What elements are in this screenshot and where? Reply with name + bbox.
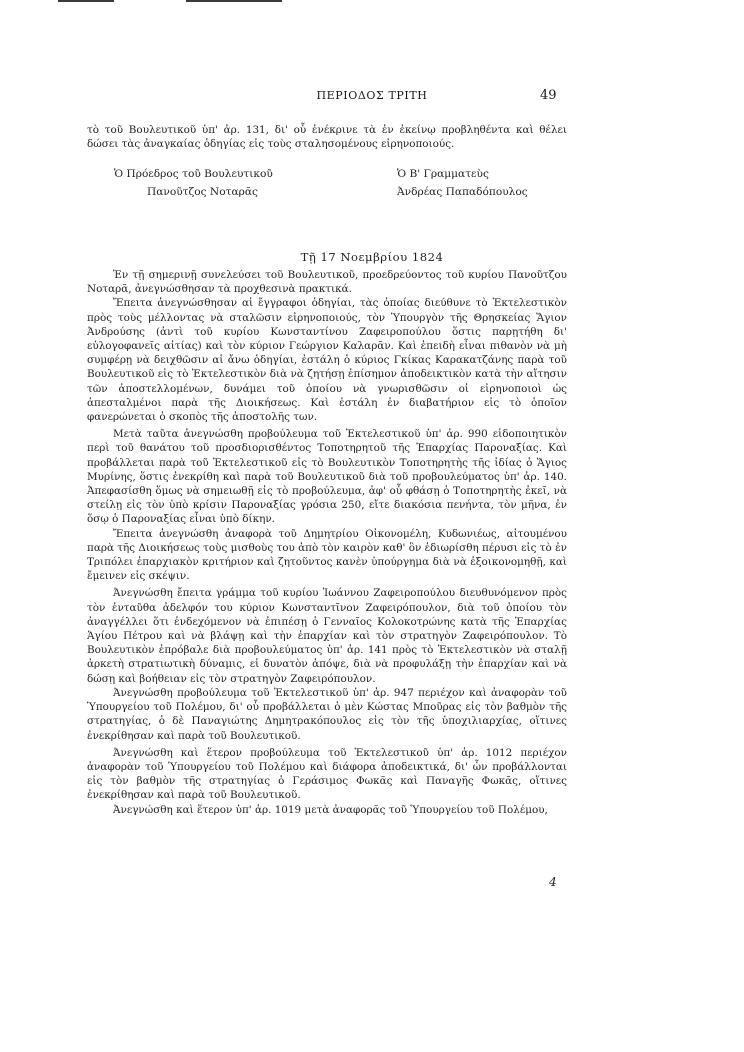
- page-number: 49: [540, 88, 557, 103]
- minutes-body: [87, 268, 567, 817]
- signature-president-name: Πανοῦτζος Νοταρᾶς: [147, 186, 258, 198]
- intro-paragraph: [87, 123, 567, 151]
- signature-secretary-name: Ἀνδρέας Παπαδόπουλος: [397, 186, 528, 198]
- intro-text: τὸ τοῦ Βουλευτικοῦ ὑπ' ἀρ. 131, δι' οὗ ἐνέκρινε τὰ ἐν ἐκείνῳ προβληθέντα καὶ θέλει δώσει τὰς ἀναγκαίας ὁδηγίας εἰς τοὺς σταλησομένους εἰρηνοποιούς.: [87, 124, 567, 151]
- paragraph-instructions: Ἔπειτα ἀνεγνώσθησαν αἱ ἔγγραφοι ὁδηγίαι, τὰς ὁποίας διεύθυνε τὸ Ἐκτελεστικὸν πρὸς τοὺς μέλλοντας νὰ σταλῶσιν εἰρηνοποιούς, τὸν Ὑπουργὸν τῆς Θρησκείας Ἅγιον Ἀνδρούσης (ἀντὶ τοῦ κυρίου Κωνσταντίνου Ζαφειροπούλου ὅστις παρῃτήθη δι' εὐλογοφανεῖς αἰτίας) καὶ τὸν κύριον Γεώργιον Καλαρᾶν. Καὶ ἐπειδὴ εἶναι πιθανὸν νὰ μὴ συμφέρῃ νὰ δειχθῶσιν αἱ ἄνω ὁδηγίαι, ἐστάλη ὁ κύριος Γκίκας Καρακατζάνης παρὰ τοῦ Βουλευτικοῦ εἰς τὸ Ἐκτελεστικὸν διὰ νὰ ζητήσῃ ἐπίσημον ἀποδεικτικὸν κατὰ τὴν αἴτησιν τῶν ἀποστελλομένων, δυνάμει τοῦ ὁποίου νὰ γνωρισθῶσιν οἱ εἰρηνοποιοὶ ὡς ἀπεσταλμένοι παρὰ τῆς Διοικήσεως. Καὶ ἐστάλη ἐν διαβατήριον εἰς τὸ ὁποῖον φανερώνεται ὁ σκοπὸς τῆς ἀποστολῆς των.: [87, 297, 567, 424]
- paragraph-proposal-947: Ἀνεγνώσθη προβούλευμα τοῦ Ἐκτελεστικοῦ ὑπ' ἀρ. 947 περιέχον καὶ ἀναφορὰν τοῦ Ὑπουργείου τοῦ Πολέμου, δι' οὗ προβάλλεται ὁ μὲν Κώστας Μποῦρας εἰς τὸν βαθμὸν τῆς στρατηγίας, ὁ δὲ Παναγιώτης Δημητρακόπουλος εἰς τὸν τῆς ὑποχιλιαρχίας, οἵτινες ἐνεκρίθησαν καὶ παρὰ τοῦ Βουλευτικοῦ.: [87, 686, 567, 742]
- paragraph-proposal-1012: Ἀνεγνώσθη καὶ ἕτερον προβούλευμα τοῦ Ἐκτελεστικοῦ ὑπ' ἀρ. 1012 περιέχον ἀναφορὰν τοῦ Ὑπουργείου τοῦ Πολέμου καὶ διάφορα ἀποδεικτικά, δι' ὧν προβάλλονται εἰς τὸν βαθμὸν τῆς στρατηγίας ὁ Γεράσιμος Φωκᾶς καὶ Παναγῆς Φωκᾶς, οἵτινες ἐνεκρίθησαν καὶ παρὰ τοῦ Βουλευτικοῦ.: [87, 746, 567, 802]
- signature-president-role: Ὁ Πρόεδρος τοῦ Βουλευτικοῦ: [114, 168, 273, 180]
- paragraph-proposal-1019: Ἀνεγνώσθη καὶ ἕτερον ὑπ' ἀρ. 1019 μετὰ ἀναφορᾶς τοῦ Ὑπουργείου τοῦ Πολέμου,: [113, 803, 548, 816]
- scan-edge-line-left: [58, 0, 114, 2]
- paragraph-proposal-990: Μετὰ ταῦτα ἀνεγνώσθη προβούλευμα τοῦ Ἐκτελεστικοῦ ὑπ' ἀρ. 990 εἰδοποιητικὸν περὶ τοῦ θανάτου τοῦ προσδιορισθέντος Τοποτηρητοῦ τῆς Ἐπαρχίας Παροναξίας. Καὶ προβάλλεται παρὰ τοῦ Ἐκτελεστικοῦ εἰς τὸ Βουλευτικὸν Τοποτηρητὴς τῆς ἰδίας ὁ Ἅγιος Μυρίνης, ὅστις ἐνεκρίθη καὶ παρὰ τοῦ Βουλευτικοῦ διὰ τοῦ προβουλεύματος ὑπ' ἀρ. 140. Ἀπεφασίσθη ὅμως νὰ σημειωθῇ εἰς τὸ προβούλευμα, ἀφ' οὗ φθάσῃ ὁ Τοποτηρητὴς ἐκεῖ, νὰ στείλῃ εἰς τὸν ὑπὸ κρίσιν Παροναξίας γρόσια 250, εἴτε διακόσια πενήντα, τὸν μῆνα, ἐν ὅσῳ ὁ Παροναξίας εἶναι ὑπὸ δίκην.: [87, 428, 567, 526]
- session-date-heading: Τῇ 17 Νοεμβρίου 1824: [300, 250, 444, 264]
- paragraph-opening: Ἐν τῇ σημερινῇ συνελεύσει τοῦ Βουλευτικοῦ, προεδρεύοντος τοῦ κυρίου Πανοῦτζου Νοταρᾶ, ἀνεγνώσθησαν τὰ προχθεσινὰ πρακτικά.: [87, 269, 567, 296]
- footer-signature-mark: 4: [549, 875, 557, 889]
- running-header: ΠΕΡΙΟΔΟΣ ΤΡΙΤΗ: [316, 89, 428, 102]
- scan-edge-line-right: [186, 0, 282, 2]
- signature-secretary-role: Ὁ Β' Γραμματεὺς: [397, 168, 489, 180]
- paragraph-oikonomelis: Ἔπειτα ἀνεγνώσθη ἀναφορὰ τοῦ Δημητρίου Οἰκονομέλη, Κυδωνιέως, αἰτουμένου παρὰ τῆς Διοικήσεως τοὺς μισθοὺς του ἀπὸ τὸν καιρὸν καθ' ὃν ἐδιωρίσθη πέρυσι εἰς τὸ ἐν Τριπόλει ἐπαρχιακὸν κριτήριον καὶ ζητοῦντος κανὲν ὑπούργημα διὰ νὰ ἐξοικονομηθῇ, καὶ ἔμεινεν εἰς σκέψιν.: [87, 527, 567, 583]
- paragraph-zafeiropoulos-letter: Ἀνεγνώσθη ἔπειτα γράμμα τοῦ κυρίου Ἰωάννου Ζαφειροπούλου διευθυνόμενον πρὸς τὸν ἐνταῦθα ἀδελφόν του κύριον Κωνσταντῖνον Ζαφειρόπουλον, διὰ τοῦ ὁποίου τὸν ἀναγγέλλει ὅτι ἐνδεχόμενον νὰ ἐπιπέσῃ ὁ Γενναῖος Κολοκοτρώνης κατὰ τῆς Ἐπαρχίας Ἁγίου Πέτρου καὶ νὰ βλάψῃ καὶ τὴν ἐπαρχίαν καὶ τὸν στρατηγὸν Ζαφειρόπουλον. Τὸ Βουλευτικὸν ἐπρόβαλε διὰ προβουλεύματος ὑπ' ἀρ. 141 πρὸς τὸ Ἐκτελεστικὸν νὰ σταλῇ ἀρκετὴ στρατιωτικὴ δύναμις, εἰ δυνατὸν ἀπόψε, διὰ νὰ προφυλάξῃ τὴν ἐπαρχίαν καὶ νὰ δώσῃ καὶ βοήθειαν εἰς τὸν στρατηγὸν Ζαφειρόπουλον.: [87, 587, 567, 685]
